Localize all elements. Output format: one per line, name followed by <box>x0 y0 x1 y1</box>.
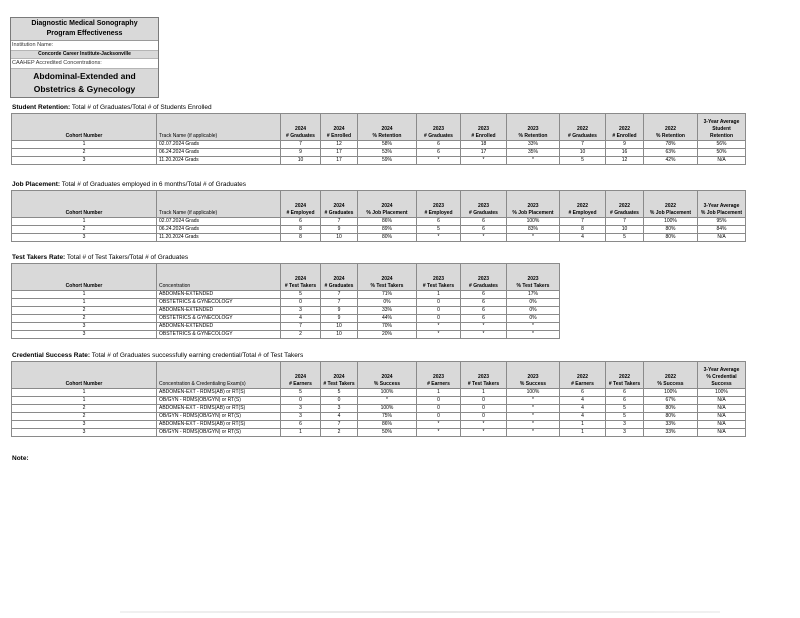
table-cell: 11.20.2024 Grads <box>157 157 281 165</box>
table-cell: 100% <box>698 389 746 397</box>
column-header: 2024 # Earners <box>281 362 321 389</box>
column-header: 2022 # Enrolled <box>606 114 644 141</box>
column-header: Cohort Number <box>12 114 157 141</box>
table-cell: * <box>507 421 560 429</box>
table-cell: 7 <box>321 291 358 299</box>
table-row <box>12 323 560 331</box>
column-header: 2024 % Success <box>358 362 417 389</box>
table-row <box>12 307 560 315</box>
table-cell: 17 <box>321 157 358 165</box>
table-cell: 89% <box>358 226 417 234</box>
table-cell: 0 <box>417 315 461 323</box>
column-header: Track Name (if applicable) <box>157 191 281 218</box>
table-cell: 2 <box>12 149 157 157</box>
column-header: 2022 % Job Placement <box>644 191 698 218</box>
table-cell: 67% <box>644 397 698 405</box>
column-header: 2023 # Earners <box>417 362 461 389</box>
table-cell: 33% <box>644 429 698 437</box>
column-header: 2022 % Success <box>644 362 698 389</box>
column-header: 2022 # Test Takers <box>606 362 644 389</box>
table-cell: * <box>507 413 560 421</box>
table-cell: 17% <box>507 291 560 299</box>
table-cell: 7 <box>321 421 358 429</box>
column-header: Concentration & Credentialing Exam(s) <box>157 362 281 389</box>
table-cell: 4 <box>560 413 606 421</box>
test-takers-section-title <box>12 254 188 262</box>
table-header-row <box>12 362 746 389</box>
table-cell: 0 <box>461 405 507 413</box>
table-cell: 35% <box>507 149 560 157</box>
table-cell: 7 <box>606 218 644 226</box>
table-cell: * <box>507 323 560 331</box>
concentration-line1: Abdominal-Extended and <box>33 71 136 81</box>
table-cell: 6 <box>417 218 461 226</box>
column-header: 2023 % Test Takers <box>507 264 560 291</box>
table-cell: ABDOMEN-EXTENDED <box>157 291 281 299</box>
table-cell: 0 <box>417 299 461 307</box>
column-header: 2022 % Retention <box>644 114 698 141</box>
column-header: 2024 % Test Takers <box>358 264 417 291</box>
table-cell: 6 <box>560 389 606 397</box>
placement-table <box>11 190 746 242</box>
table-cell: * <box>507 157 560 165</box>
table-cell: 80% <box>644 405 698 413</box>
table-cell: 0% <box>358 299 417 307</box>
table-row <box>12 141 746 149</box>
table-cell: 5 <box>606 234 644 242</box>
table-cell: 17 <box>461 149 507 157</box>
table-cell: 2 <box>12 405 157 413</box>
table-cell: 10 <box>321 323 358 331</box>
column-header: 2024 # Graduates <box>321 264 358 291</box>
table-cell: 50% <box>358 429 417 437</box>
table-header-row <box>12 191 746 218</box>
table-cell: 0% <box>507 299 560 307</box>
table-cell: 5 <box>417 226 461 234</box>
institution-value: Concorde Career Institute-Jacksonville <box>11 50 158 59</box>
table-row <box>12 299 560 307</box>
table-cell: 2 <box>12 307 157 315</box>
table-cell: 71% <box>358 291 417 299</box>
table-cell: 9 <box>321 307 358 315</box>
table-row <box>12 291 560 299</box>
table-cell: N/A <box>698 421 746 429</box>
table-cell: 0 <box>417 405 461 413</box>
column-header: 2024 # Test Takers <box>281 264 321 291</box>
column-header: 2022 # Graduates <box>606 191 644 218</box>
table-cell: * <box>417 429 461 437</box>
table-cell: 80% <box>644 226 698 234</box>
column-header: 2024 % Job Placement <box>358 191 417 218</box>
credential-section-title <box>12 352 303 360</box>
column-header: 2023 # Graduates <box>461 264 507 291</box>
table-cell: 42% <box>644 157 698 165</box>
table-cell: 5 <box>281 389 321 397</box>
table-cell: ABDOMEN-EXTENDED <box>157 307 281 315</box>
table-cell: 8 <box>281 234 321 242</box>
table-cell: 56% <box>698 141 746 149</box>
table-cell: 17 <box>321 149 358 157</box>
table-cell: 1 <box>281 429 321 437</box>
table-cell: 50% <box>698 149 746 157</box>
credential-title-rest: Total # of Graduates successfully earning credential/Total # of Test Takers <box>90 352 304 359</box>
table-cell: * <box>461 429 507 437</box>
test-takers-title-bold: Test Takers Rate: <box>12 254 66 261</box>
table-cell: * <box>507 234 560 242</box>
table-cell: 0% <box>507 307 560 315</box>
table-cell: 4 <box>281 315 321 323</box>
table-cell: 3 <box>12 234 157 242</box>
program-title <box>11 18 158 41</box>
table-cell: * <box>417 157 461 165</box>
table-header-row <box>12 264 560 291</box>
table-cell: 44% <box>358 315 417 323</box>
table-cell: 100% <box>644 218 698 226</box>
table-cell: * <box>507 331 560 339</box>
table-cell: * <box>461 234 507 242</box>
table-cell: 1 <box>12 141 157 149</box>
table-cell: 4 <box>560 397 606 405</box>
table-cell: 4 <box>321 413 358 421</box>
table-cell: OBSTETRICS & GYNECOLOGY <box>157 299 281 307</box>
table-cell: 11.20.2024 Grads <box>157 234 281 242</box>
credential-table <box>11 361 746 437</box>
table-row <box>12 226 746 234</box>
table-cell: 3 <box>606 429 644 437</box>
table-cell: 4 <box>560 405 606 413</box>
table-cell: 3 <box>12 331 157 339</box>
column-header: 2023 # Graduates <box>417 114 461 141</box>
table-cell: 0% <box>507 315 560 323</box>
concentrations-label: CAAHEP Accredited Concentrations: <box>12 60 102 66</box>
table-row <box>12 429 746 437</box>
table-cell: 95% <box>698 218 746 226</box>
table-cell: 59% <box>358 157 417 165</box>
table-cell: 1 <box>560 429 606 437</box>
table-cell: 3 <box>12 421 157 429</box>
table-cell: 2 <box>12 315 157 323</box>
table-cell: 2 <box>281 331 321 339</box>
table-cell: 3 <box>281 405 321 413</box>
column-header: 2023 % Job Placement <box>507 191 560 218</box>
column-header: Cohort Number <box>12 264 157 291</box>
table-cell: 2 <box>12 413 157 421</box>
table-cell: * <box>417 323 461 331</box>
table-cell: 75% <box>358 413 417 421</box>
column-header: 2023 % Retention <box>507 114 560 141</box>
table-cell: 10 <box>560 149 606 157</box>
table-cell: 33% <box>507 141 560 149</box>
table-cell: 8 <box>281 226 321 234</box>
table-cell: 1 <box>417 389 461 397</box>
table-cell: * <box>461 323 507 331</box>
table-cell: 10 <box>606 226 644 234</box>
placement-title-bold: Job Placement: <box>12 181 61 188</box>
table-cell: 2 <box>12 226 157 234</box>
table-cell: 100% <box>507 218 560 226</box>
table-row <box>12 389 746 397</box>
table-cell: 8 <box>560 226 606 234</box>
table-cell: 0 <box>281 299 321 307</box>
table-cell: 6 <box>461 307 507 315</box>
table-cell: 84% <box>698 226 746 234</box>
table-cell: 0 <box>321 397 358 405</box>
table-cell: 5 <box>606 405 644 413</box>
credential-title-bold: Credential Success Rate: <box>12 352 91 359</box>
table-cell: 1 <box>12 389 157 397</box>
table-cell: 1 <box>461 389 507 397</box>
table-cell: N/A <box>698 429 746 437</box>
table-cell: * <box>507 405 560 413</box>
retention-table <box>11 113 746 165</box>
table-cell: 3 <box>281 413 321 421</box>
table-cell: 6 <box>281 421 321 429</box>
table-cell: N/A <box>698 157 746 165</box>
table-cell: 3 <box>12 323 157 331</box>
table-cell: ABDOMEN-EXTENDED <box>157 323 281 331</box>
column-header: 2023 % Success <box>507 362 560 389</box>
table-cell: OB/GYN - RDMS(OB/GYN) or RT(S) <box>157 397 281 405</box>
column-header: 2024 # Graduates <box>321 191 358 218</box>
table-cell: 02.07.2024 Grads <box>157 141 281 149</box>
table-cell: * <box>507 429 560 437</box>
table-cell: 1 <box>12 218 157 226</box>
table-cell: 1 <box>12 397 157 405</box>
column-header: 2023 # Enrolled <box>461 114 507 141</box>
column-header: 2022 # Employed <box>560 191 606 218</box>
table-cell: 6 <box>417 141 461 149</box>
table-cell: 100% <box>358 405 417 413</box>
table-cell: 3 <box>281 307 321 315</box>
table-cell: 70% <box>358 323 417 331</box>
table-cell: * <box>461 157 507 165</box>
table-cell: 5 <box>606 413 644 421</box>
table-cell: 3 <box>12 429 157 437</box>
table-cell: 06.24.2024 Grads <box>157 226 281 234</box>
table-cell: 0 <box>417 307 461 315</box>
table-row <box>12 234 746 242</box>
table-cell: 33% <box>644 421 698 429</box>
test-takers-title-rest: Total # of Test Takers/Total # of Graduates <box>65 254 189 261</box>
table-cell: N/A <box>698 397 746 405</box>
table-cell: 20% <box>358 331 417 339</box>
table-cell: 7 <box>321 218 358 226</box>
table-cell: 9 <box>321 315 358 323</box>
note-label: Note: <box>12 455 29 462</box>
table-cell: 86% <box>358 218 417 226</box>
table-cell: * <box>507 397 560 405</box>
table-cell: 06.24.2024 Grads <box>157 149 281 157</box>
table-row <box>12 157 746 165</box>
table-cell: 6 <box>461 315 507 323</box>
retention-section-title <box>12 104 212 112</box>
table-row <box>12 331 560 339</box>
column-header: 3-Year Average % Credential Success <box>698 362 746 389</box>
table-cell: 5 <box>560 157 606 165</box>
table-cell: 0 <box>281 397 321 405</box>
table-cell: 7 <box>560 141 606 149</box>
footer-divider <box>120 611 720 613</box>
table-cell: 02.07.2024 Grads <box>157 218 281 226</box>
table-cell: OB/GYN - RDMS(OB/GYN) or RT(S) <box>157 413 281 421</box>
table-row <box>12 218 746 226</box>
table-cell: OB/GYN - RDMS(OB/GYN) or RT(S) <box>157 429 281 437</box>
table-cell: 86% <box>358 421 417 429</box>
table-cell: 9 <box>281 149 321 157</box>
table-cell: 7 <box>281 323 321 331</box>
table-cell: 1 <box>12 299 157 307</box>
table-cell: ABDOMEN-EXT - RDMS(AB) or RT(S) <box>157 389 281 397</box>
table-cell: ABDOMEN-EXT - RDMS(AB) or RT(S) <box>157 405 281 413</box>
table-cell: * <box>417 331 461 339</box>
table-row <box>12 397 746 405</box>
table-cell: 83% <box>507 226 560 234</box>
table-cell: 6 <box>281 218 321 226</box>
table-cell: 6 <box>461 218 507 226</box>
program-title-line1: Diagnostic Medical Sonography <box>31 20 138 27</box>
table-cell: 53% <box>358 149 417 157</box>
table-cell: 1 <box>417 291 461 299</box>
table-header-row <box>12 114 746 141</box>
table-cell: 18 <box>461 141 507 149</box>
table-cell: 80% <box>644 234 698 242</box>
table-row <box>12 405 746 413</box>
concentration-value <box>11 68 158 97</box>
column-header: 2023 # Test Takers <box>417 264 461 291</box>
column-header: 3-Year Average % Job Placement <box>698 191 746 218</box>
table-cell: 1 <box>560 421 606 429</box>
program-title-line2: Program Effectiveness <box>46 30 123 37</box>
table-cell: 6 <box>606 397 644 405</box>
table-cell: N/A <box>698 413 746 421</box>
table-cell: 0 <box>417 397 461 405</box>
table-cell: 6 <box>461 299 507 307</box>
table-cell: 6 <box>461 291 507 299</box>
column-header: 2024 % Retention <box>358 114 417 141</box>
retention-title-bold: Student Retention: <box>12 104 71 111</box>
table-cell: 5 <box>281 291 321 299</box>
column-header: 2022 # Graduates <box>560 114 606 141</box>
table-cell: 7 <box>321 299 358 307</box>
table-cell: 3 <box>12 157 157 165</box>
institution-label: Institution Name: <box>12 42 54 48</box>
table-cell: 7 <box>281 141 321 149</box>
table-row <box>12 149 746 157</box>
table-cell: 10 <box>321 331 358 339</box>
table-cell: 16 <box>606 149 644 157</box>
table-cell: OBSTETRICS & GYNECOLOGY <box>157 331 281 339</box>
table-cell: 4 <box>560 234 606 242</box>
column-header: 2024 # Enrolled <box>321 114 358 141</box>
table-cell: 63% <box>644 149 698 157</box>
table-cell: 6 <box>417 149 461 157</box>
table-cell: 100% <box>358 389 417 397</box>
column-header: Cohort Number <box>12 362 157 389</box>
table-row <box>12 421 746 429</box>
column-header: Track Name (if applicable) <box>157 114 281 141</box>
table-cell: * <box>417 234 461 242</box>
column-header: 2023 # Test Takers <box>461 362 507 389</box>
table-cell: N/A <box>698 234 746 242</box>
table-cell: ABDOMEN-EXT - RDMS(AB) or RT(S) <box>157 421 281 429</box>
test-takers-table <box>11 263 560 339</box>
column-header: 2024 # Employed <box>281 191 321 218</box>
table-cell: 10 <box>321 234 358 242</box>
table-cell: 12 <box>606 157 644 165</box>
table-cell: 80% <box>358 234 417 242</box>
table-cell: * <box>461 331 507 339</box>
column-header: 2023 # Employed <box>417 191 461 218</box>
table-cell: * <box>461 421 507 429</box>
table-cell: 9 <box>606 141 644 149</box>
table-cell: 78% <box>644 141 698 149</box>
table-cell: N/A <box>698 405 746 413</box>
table-cell: 5 <box>321 389 358 397</box>
table-row <box>12 315 560 323</box>
placement-title-rest: Total # of Graduates employed in 6 months/Total # of Graduates <box>60 181 247 188</box>
table-cell: 1 <box>12 291 157 299</box>
table-row <box>12 413 746 421</box>
retention-title-rest: Total # of Graduates/Total # of Students Enrolled <box>70 104 212 111</box>
placement-section-title <box>12 181 246 189</box>
table-cell: 80% <box>644 413 698 421</box>
table-cell: * <box>417 421 461 429</box>
table-cell: * <box>358 397 417 405</box>
table-cell: 100% <box>644 389 698 397</box>
table-cell: 2 <box>321 429 358 437</box>
table-cell: 0 <box>461 413 507 421</box>
column-header: 2024 # Test Takers <box>321 362 358 389</box>
column-header: 2024 # Graduates <box>281 114 321 141</box>
table-cell: 33% <box>358 307 417 315</box>
table-cell: 10 <box>281 157 321 165</box>
table-cell: OBSTETRICS & GYNECOLOGY <box>157 315 281 323</box>
column-header: Cohort Number <box>12 191 157 218</box>
concentration-line2: Obstetrics & Gynecology <box>33 84 136 94</box>
table-cell: 3 <box>321 405 358 413</box>
table-cell: 100% <box>507 389 560 397</box>
table-cell: 7 <box>560 218 606 226</box>
table-cell: 12 <box>321 141 358 149</box>
table-cell: 3 <box>606 421 644 429</box>
table-cell: 6 <box>461 226 507 234</box>
column-header: Concentration <box>157 264 281 291</box>
column-header: 2023 # Graduates <box>461 191 507 218</box>
table-cell: 0 <box>461 397 507 405</box>
table-cell: 9 <box>321 226 358 234</box>
table-cell: 0 <box>417 413 461 421</box>
column-header: 3-Year Average Student Retention <box>698 114 746 141</box>
column-header: 2022 # Earners <box>560 362 606 389</box>
table-cell: 58% <box>358 141 417 149</box>
table-cell: 6 <box>606 389 644 397</box>
program-header-box <box>10 17 159 98</box>
